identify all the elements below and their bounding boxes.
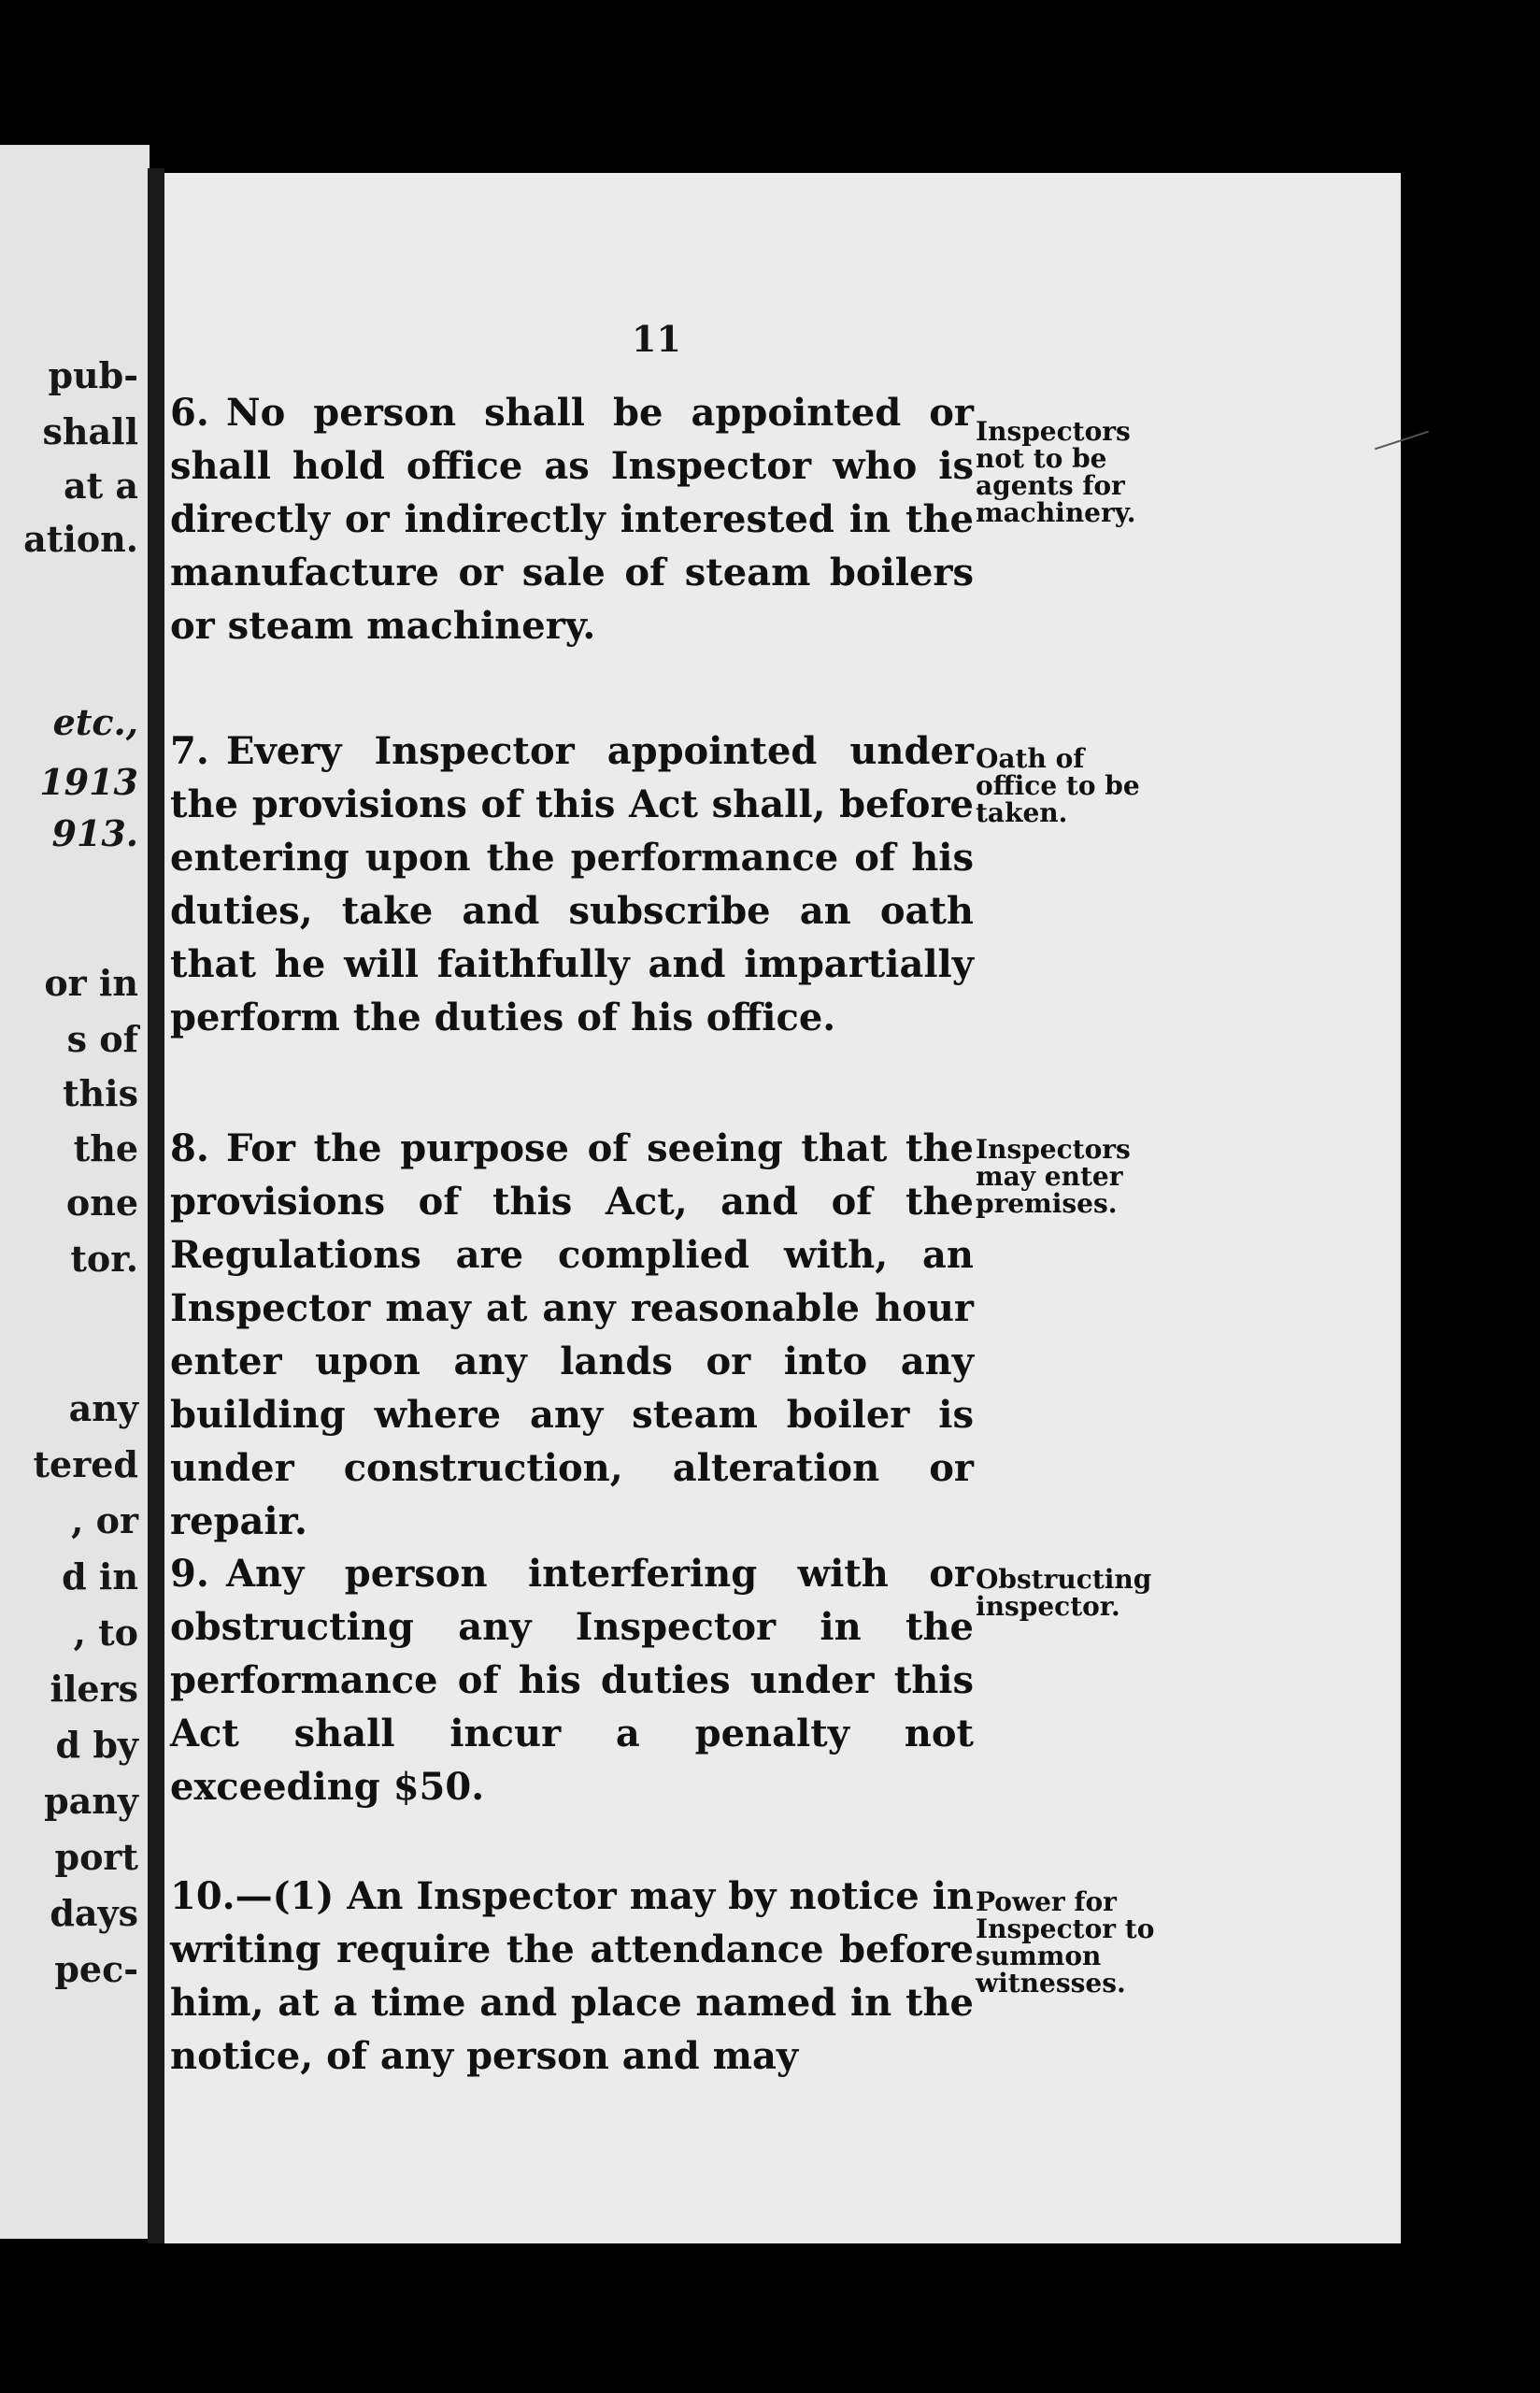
facing-page-line: ilers xyxy=(50,1668,138,1710)
margin-note: Inspectors may enter premises. xyxy=(976,1134,1131,1219)
facing-page-line: days xyxy=(50,1892,138,1934)
section-text: Every Inspector appointed under the provisions of this Act shall, before entering upon the performance of his duties, take and subscribe an oath that he will faithfully and impartially perform the duties of his office. xyxy=(170,729,974,1039)
facing-page-line: d by xyxy=(55,1724,138,1766)
facing-page-fragment xyxy=(0,145,150,2239)
facing-page-line: tered xyxy=(33,1443,138,1485)
facing-page-line: d in xyxy=(62,1555,138,1598)
facing-page-line: , or xyxy=(71,1499,138,1541)
facing-page-line: or in xyxy=(44,962,138,1004)
section-number: 9. xyxy=(170,1552,209,1596)
section-number: 6. xyxy=(170,391,209,435)
facing-page-line: pub- xyxy=(48,354,138,396)
section-8 xyxy=(170,1122,974,1548)
facing-page-line: 1913 xyxy=(39,761,138,803)
section-7 xyxy=(170,724,974,1044)
section-text: Any person interfering with or obstructing any Inspector in the performance of his duties under this Act shall incur a penalty not exceeding $50. xyxy=(170,1552,974,1809)
section-6 xyxy=(170,386,974,652)
facing-page-line: shall xyxy=(42,410,138,452)
facing-page-line: this xyxy=(62,1072,138,1114)
page-number: 11 xyxy=(632,318,681,360)
margin-note: Power for Inspector to summon witnesses. xyxy=(976,1886,1155,1999)
facing-page-line: the xyxy=(73,1127,138,1169)
facing-page-line: pec- xyxy=(54,1948,138,1990)
section-10 xyxy=(170,1870,974,2083)
facing-page-line: etc., xyxy=(52,701,138,743)
section-9 xyxy=(170,1547,974,1813)
section-text: No person shall be appointed or shall hold office as Inspector who is directly or indirectly interested in the manufacture or sale of steam boilers or steam machinery. xyxy=(170,391,974,648)
facing-page-line: pany xyxy=(44,1780,138,1822)
margin-note: Obstructing inspector. xyxy=(976,1564,1152,1622)
facing-page-line: 913. xyxy=(51,812,138,854)
facing-page-line: ation. xyxy=(23,518,138,560)
facing-page-line: any xyxy=(68,1387,138,1429)
book-page xyxy=(164,173,1401,2243)
facing-page-line: tor. xyxy=(70,1238,138,1280)
facing-page-line: at a xyxy=(63,465,138,507)
section-number: 8. xyxy=(170,1126,209,1170)
section-number: 7. xyxy=(170,729,209,773)
facing-page-line: port xyxy=(54,1836,138,1878)
section-text: An Inspector may by notice in writing require the attendance before him, at a time and place named in the notice, of any person and may xyxy=(170,1874,974,2078)
margin-note: Oath of office to be taken. xyxy=(976,743,1140,828)
margin-note: Inspectors not to be agents for machinery. xyxy=(976,416,1136,528)
section-text: For the purpose of seeing that the provisions of this Act, and of the Regulations are complied with, an Inspector may at any reasonable hour enter upon any lands or into any building where any steam boiler is under construction, alteration or repair. xyxy=(170,1126,974,1543)
section-number: 10.—(1) xyxy=(170,1874,335,1918)
book-gutter xyxy=(148,168,164,2243)
facing-page-line: , to xyxy=(73,1612,138,1654)
facing-page-line: one xyxy=(65,1182,138,1224)
facing-page-line: s of xyxy=(66,1018,138,1060)
